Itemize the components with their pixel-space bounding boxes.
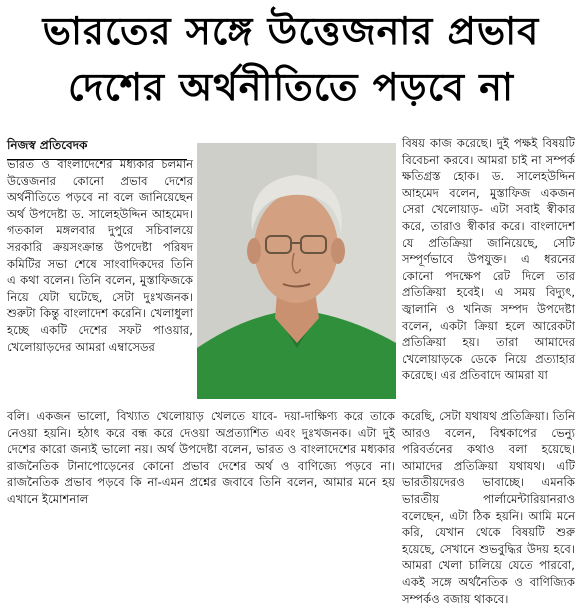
article-bottom-full-width	[7, 408, 575, 607]
headline-line-2: দেশের অর্থনীতিতে পড়বে না	[67, 65, 514, 109]
article-right-column: বিষয় কাজ করেছে। দুই পক্ষই বিষয়টি বিবেচনা করবে। আমরা চাই না সম্পর্ক ক্ষতিগ্রস্ত হোক। ড. সালেহউদ্দিন আহমেদ বলেন, মুস্তাফিজ একজন সেরা খেলোয়াড়- এটা সবাই স্বীকার করে, তারাও স্বীকার করে। বাংলাদেশ যে প্রতিক্রিয়া জানিয়েছে, সেটি সম্পূর্ণভাবে উপযুক্ত। এ ধরনের কোনো পদক্ষেপ রেট দিলে তার প্রতিক্রিয়া হবেই। এ সময় বিদ্যুৎ, জ্বালানি ও খনিজ সম্পদ উপদেষ্টা বলেন, একটা ক্রিয়া হলে আরেকটা প্রতিক্রিয়া হয়। তারা আমাদের খেলোয়াড়কে ডেকে নিয়ে প্রত্যাহার করেছে। এর প্রতিবাদে আমরা যা	[402, 136, 575, 383]
article-bottom-right-text: করেছি, সেটা যথাযথ প্রতিক্রিয়া। তিনি আরও বলেন, বিশ্বকাপের ভেন্যু পরিবর্তনের কথাও বলা হয়েছে। আমাদের প্রতিক্রিয়া যথাযথ। এটি ভারতীয়দেরও ভাবাচ্ছে। এমনকি ভারতীয় পার্লামেন্টারিয়ানরাও বলেছেন, এটা ঠিক হয়নি। আমি মনে করি, যেখান থেকে বিষয়টি শুরু হয়েছে, সেখানে শুভবুদ্ধির উদয় হবে। আমরা খেলা চালিয়ে যেতে পারবো, একই সঙ্গে অর্থনৈতিক ও বাণিজ্যিক সম্পর্কও বজায় থাকবে।	[402, 409, 575, 606]
portrait-illustration	[197, 143, 396, 399]
article-bottom-left-text: বলি। একজন ভালো, বিখ্যাত খেলোয়াড় খেলতে যাবে- দয়া-দাক্ষিণ্য করে তাকে নেওয়া হয়নি। হঠাৎ করে বন্ধ করে দেওয়া অপ্রত্যাশিত এবং দুঃখজনক। এটা দুই দেশের কারো জন্যই ভালো নয়। অর্থ উপদেষ্টা বলেন, ভারত ও বাংলাদেশের মধ্যকার রাজনৈতিক টানাপোড়েনের কোনো প্রভাব দেশের অর্থ ও বাণিজ্যে পড়বে না। রাজনৈতিক প্রভাব পড়বে কি না-এমন প্রশ্নের জবাবে তিনি বলেন, আমার মনে হয় এখানে ইমোশনাল	[7, 409, 395, 506]
portrait-photo	[197, 143, 396, 399]
article-left-column: ভারত ও বাংলাদেশের মধ্যকার চলমান উত্তেজনার কোনো প্রভাব দেশের অর্থনীতিতে পড়বে না বলে জানিয়েছেন অর্থ উপদেষ্টা ড. সালেহউদ্দিন আহমেদ। গতকাল মঙ্গলবার দুপুরে সচিবালয়ে সরকারি ক্রয়সংক্রান্ত উপদেষ্টা পরিষদ কমিটির সভা শেষে সাংবাদিকদের তিনি এ কথা বলেন। তিনি বলেন, মুস্তাফিজকে নিয়ে যেটা ঘটেছে, সেটা দুঃখজনক। শুরুটা কিন্তু বাংলাদেশ করেনি। খেলাধুলা হচ্ছে একটি দেশের সফট পাওয়ার, খেলোয়াড়দের আমরা এম্বাসেডর	[7, 157, 193, 354]
headline-line-1: ভারতের সঙ্গে উত্তেজনার প্রভাব	[42, 9, 540, 53]
byline: নিজস্ব প্রতিবেদক	[7, 137, 187, 160]
